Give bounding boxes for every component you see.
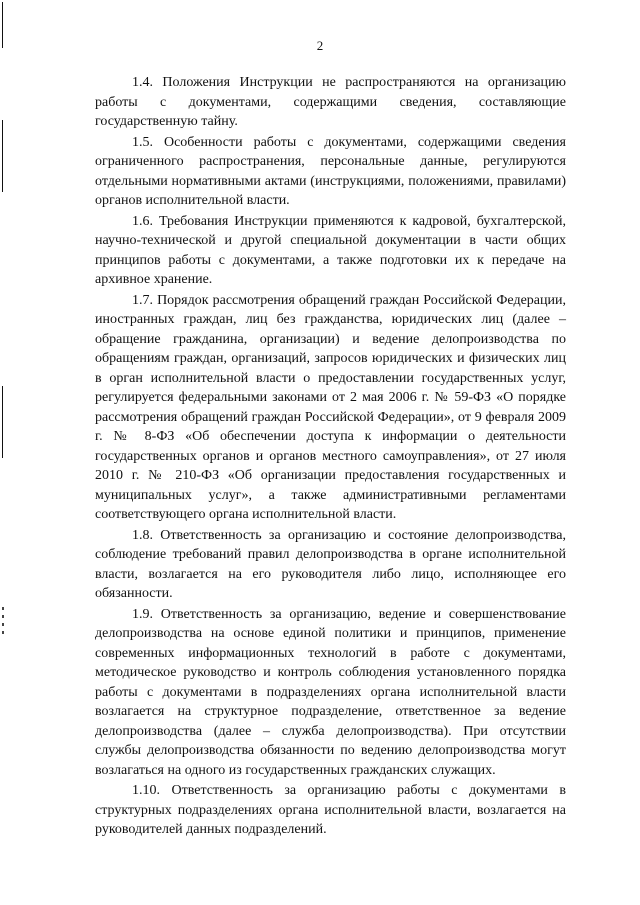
scan-edge-dot — [2, 623, 4, 626]
scan-edge-dot — [2, 607, 4, 610]
scan-edge-dot — [2, 631, 4, 634]
paragraph-1-9: 1.9. Ответственность за организацию, ведение и совершенствование делопроизводства на основе единой политики и принципов, применение современных информационных технологий в работе с документами, методическое руководство и контроль соблюдения установленного порядка работы с документами в подразделениях органа исполнительной власти возлагается на структурное подразделение, ответственное за ведение делопроизводства (далее – служба делопроизводства). При отсутствии службы делопроизводства обязанности по ведению делопроизводства могут возлагаться на одного из государственных гражданских служащих. — [95, 606, 566, 778]
paragraph-1-7: 1.7. Порядок рассмотрения обращений граждан Российской Федерации, иностранных граждан, лиц без гражданства, юридических лиц (далее – обращение гражданина, организации) и ведение делопроизводства по обращениям граждан, организаций, запросов юридических и физических лиц в орган исполнительной власти о предоставлении государственных услуг, регулируется федеральными законами от 2 мая 2006 г. № 59-ФЗ «О порядке рассмотрения обращений граждан Российской Федерации», от 9 февраля 2009 г. № 8-ФЗ «Об обеспечении доступа к информации о деятельности государственных органов и органов местного самоуправления», от 27 июля 2010 г. № 210-ФЗ «Об организации предоставления государственных и муниципальных услуг», а также административными регламентами соответствующего органа исполнительной власти. — [95, 292, 566, 522]
paragraph-1-8: 1.8. Ответственность за организацию и состояние делопроизводства, соблюдение требований правил делопроизводства в органе исполнительной власти, возлагается на его руководителя либо лицо, исполняющее его обязанности. — [95, 527, 566, 601]
paragraph-1-10: 1.10. Ответственность за организацию работы с документами в структурных подразделениях органа исполнительной власти, возлагается на руководителей данных подразделений. — [95, 783, 566, 837]
scan-edge-mark — [2, 120, 3, 192]
paragraph-1-5: 1.5. Особенности работы с документами, содержащими сведения ограниченного распространения, персональные данные, регулируются отдельными нормативными актами (инструкциями, положениями, правилами) органов исполнительной власти. — [95, 134, 566, 208]
paragraph-1-6: 1.6. Требования Инструкции применяются к кадровой, бухгалтерской, научно-технической и другой специальной документации в части общих принципов работы с документами, а также подготовки их к передаче на архивное хранение. — [95, 213, 566, 287]
scan-edge-dot — [2, 615, 4, 618]
page-number: 2 — [316, 38, 324, 53]
paragraph-1-4: 1.4. Положения Инструкции не распространяются на организацию работы с документами, содержащими сведения, составляющие государственную тайну. — [95, 75, 566, 129]
scan-edge-mark — [2, 386, 3, 458]
document-body — [95, 73, 566, 841]
